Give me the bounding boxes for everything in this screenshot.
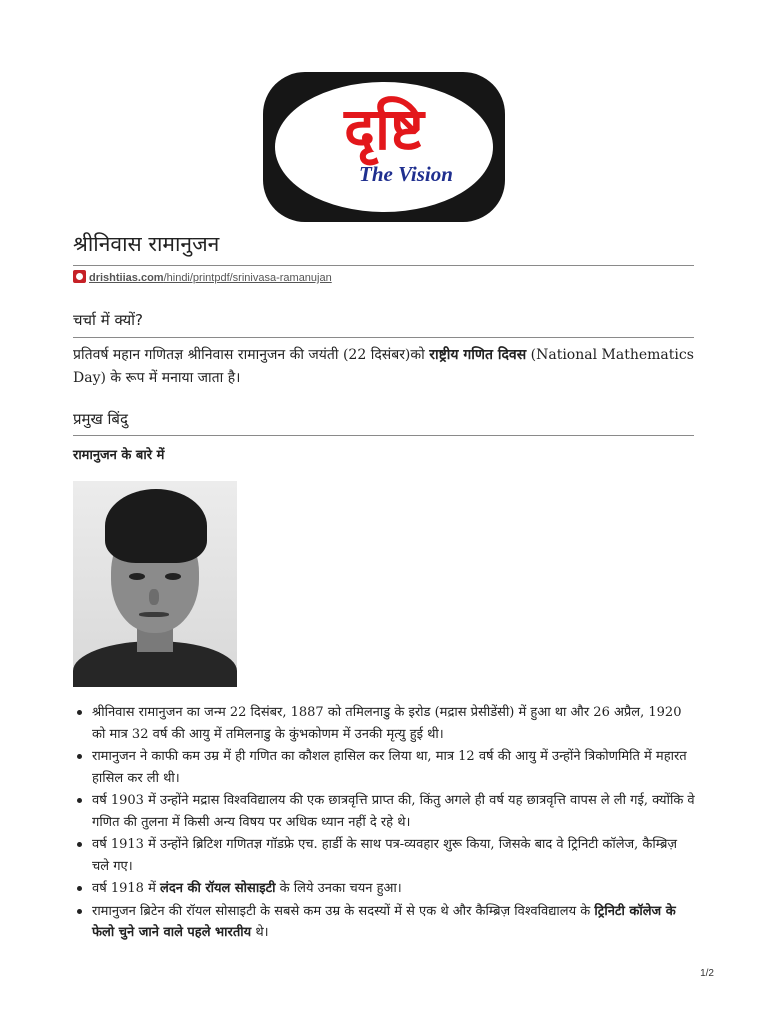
portrait-nose — [149, 589, 159, 605]
about-subheading: रामानुजन के बारे में — [73, 448, 165, 463]
page-number: 1/2 — [700, 968, 714, 979]
list-item — [73, 878, 698, 900]
source-link[interactable] — [73, 270, 332, 284]
points-divider — [73, 435, 694, 436]
list-item: रामानुजन ने काफी कम उम्र में ही गणित का कौशल हासिल कर लिया था, मात्र 12 वर्ष की आयु में उन्होंने त्रिकोणमिति में महारत हासिल कर ली थी। — [73, 746, 698, 789]
points-heading: प्रमुख बिंदु — [73, 410, 128, 428]
list-item-text: रामानुजन ब्रिटेन की रॉयल सोसाइटी के सबसे कम उम्र के सदस्यों में से एक थे और कैम्ब्रिज़ विश्वविद्यालय के — [92, 903, 595, 919]
favicon-icon — [73, 270, 86, 283]
logo-hindi-text: दृष्टि — [344, 95, 424, 163]
list-item — [73, 901, 698, 944]
news-para-bold: राष्ट्रीय गणित दिवस — [429, 347, 527, 363]
title-divider — [73, 265, 694, 266]
portrait-right-eye — [165, 573, 181, 580]
news-heading: चर्चा में क्यों? — [73, 311, 144, 329]
list-item: श्रीनिवास रामानुजन का जन्म 22 दिसंबर, 1887 को तमिलनाडु के इरोड (मद्रास प्रेसीडेंसी) में हुआ था और 26 अप्रैल, 1920 को मात्र 32 वर्ष की आयु में तमिलनाडु के कुंभकोणम में उनकी मृत्यु हुई थी। — [73, 702, 698, 745]
list-item-text: थे। — [251, 925, 269, 940]
drishti-logo — [263, 72, 505, 222]
news-para-start: प्रतिवर्ष महान गणितज्ञ श्रीनिवास रामानुजन की जयंती (22 दिसंबर)को — [73, 347, 430, 363]
list-item-bold: ट्रिनिटी कॉलेज के फेलो चुने जाने वाले पहले भारतीय — [92, 903, 676, 940]
portrait-hair — [105, 489, 207, 563]
source-domain: drishtiias.com — [89, 272, 164, 284]
logo-english-text: The Vision — [359, 162, 453, 186]
list-item-text: वर्ष 1918 में — [92, 881, 160, 896]
portrait-mouth — [139, 612, 169, 617]
list-item-bold: लंदन की रॉयल सोसाइटी — [160, 881, 276, 896]
ramanujan-portrait — [73, 481, 237, 687]
list-item: वर्ष 1903 में उन्होंने मद्रास विश्वविद्यालय की एक छात्रवृत्ति प्राप्त की, किंतु अगले ही वर्ष यह छात्रवृत्ति वापस ले ली गई, क्योंकि वे गणित की तुलना में किसी अन्य विषय पर अधिक ध्यान नहीं दे रहे थे। — [73, 790, 698, 833]
portrait-left-eye — [129, 573, 145, 580]
list-item: वर्ष 1913 में उन्होंने ब्रिटिश गणितज्ञ गॉडफ्रे एच. हार्डी के साथ पत्र-व्यवहार शुरू किया, जिसके बाद वे ट्रिनिटी कॉलेज, कैम्ब्रिज़ चले गए। — [73, 834, 698, 877]
news-divider — [73, 337, 694, 338]
list-item-text: के लिये उनका चयन हुआ। — [275, 881, 402, 896]
source-path: /hindi/printpdf/srinivasa-ramanujan — [163, 272, 332, 284]
logo-oval — [275, 82, 493, 212]
source-url[interactable] — [89, 272, 332, 284]
page-title: श्रीनिवास रामानुजन — [73, 232, 220, 256]
news-paragraph — [73, 344, 695, 390]
facts-list — [73, 702, 698, 945]
news-para-end: (National Mathematics Day) के रूप में मनाया जाता है। — [73, 347, 694, 386]
